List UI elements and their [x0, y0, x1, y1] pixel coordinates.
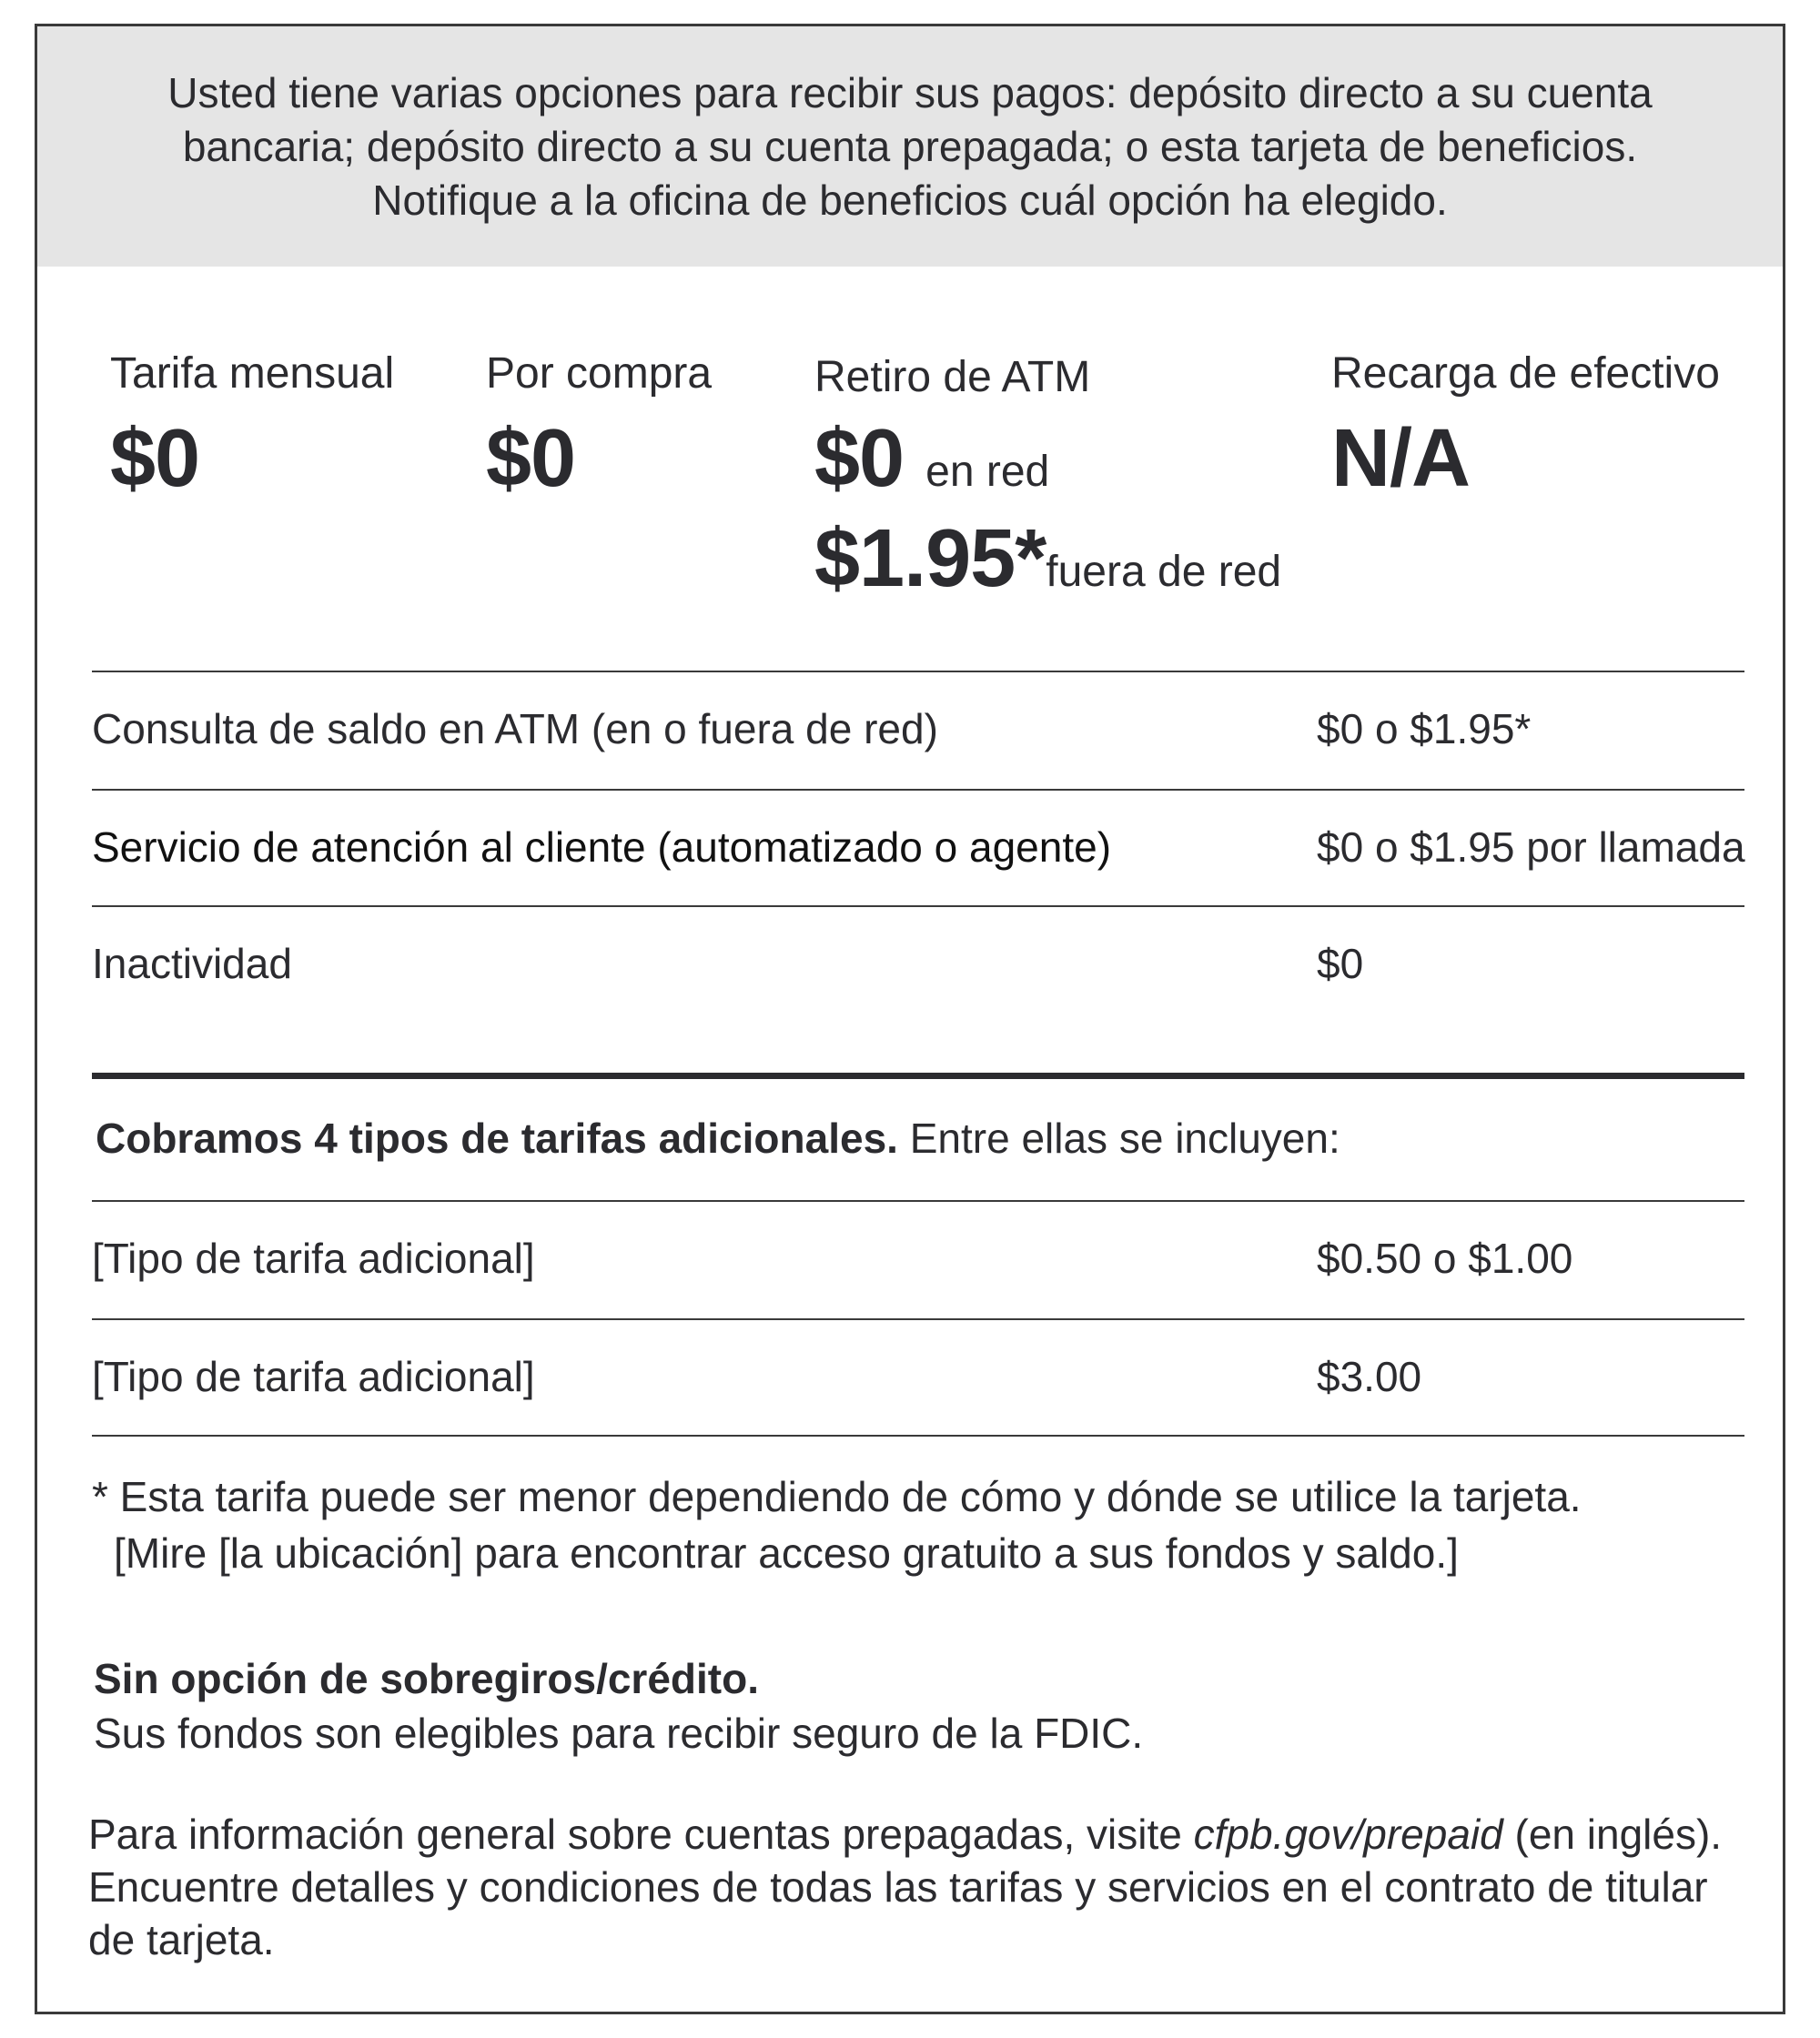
section-divider: [92, 1073, 1744, 1079]
atm-out-network: [814, 513, 1282, 604]
fee-disclosure-form: [35, 24, 1785, 2014]
overdraft-notice: [94, 1651, 1143, 1761]
additional-fees-rest: Entre ellas se incluyen:: [897, 1115, 1340, 1162]
purchase-fee-value: $0: [486, 413, 576, 504]
additional-fee-value: $0.50 o $1.00: [1317, 1235, 1573, 1282]
atm-in-network: [814, 413, 1281, 504]
monthly-fee-label: Tarifa mensual: [110, 349, 395, 398]
atm-out-network-value: $1.95*: [814, 513, 1046, 604]
atm-fee-label: Retiro de ATM: [814, 353, 1091, 401]
cash-reload-value: N/A: [1331, 413, 1470, 504]
banner-text: Usted tiene varias opciones para recibir sus pagos: depósito directo a su cuenta bancaria; depósito directo a su cuenta prepagada; o esta tarjeta de beneficios. Notifique a la oficina de beneficios cuál opción ha elegido.: [167, 68, 1653, 224]
general-info: [88, 1808, 1744, 1966]
additional-fees-heading: [96, 1109, 1340, 1167]
cash-reload-fee: [1331, 347, 1720, 504]
fee-row-value: $0 o $1.95 por llamada: [1317, 823, 1745, 871]
general-info-before: Para información general sobre cuentas prepagadas, visite: [88, 1811, 1194, 1858]
fee-row-value: $0 o $1.95*: [1317, 705, 1532, 752]
atm-in-network-suffix: en red: [925, 448, 1050, 496]
divider: [92, 1200, 1744, 1202]
fee-row-label: Inactividad: [92, 940, 292, 987]
monthly-fee-value: $0: [110, 413, 200, 504]
general-info-after: (en inglés). Encuentre detalles y condiciones de todas las tarifas y servicios en el contrato de titular de tarjeta.: [88, 1811, 1723, 1963]
overdraft-text: Sus fondos son elegibles para recibir seguro de la FDIC.: [94, 1710, 1144, 1757]
overdraft-heading: Sin opción de sobregiros/crédito.: [94, 1655, 759, 1702]
footnote: [92, 1468, 1582, 1581]
fee-row-customer-service: [92, 818, 1744, 876]
atm-withdrawal-fee: [814, 347, 1282, 604]
additional-fee-label: [Tipo de tarifa adicional]: [92, 1353, 535, 1400]
payment-options-banner: [37, 26, 1783, 267]
monthly-fee: [110, 347, 395, 504]
additional-fee-row: [92, 1229, 1744, 1287]
fee-row-label: Servicio de atención al cliente (automatizado o agente): [92, 823, 1112, 871]
fee-row-label: Consulta de saldo en ATM (en o fuera de red): [92, 705, 938, 752]
footnote-line-2: [Mire [la ubicación] para encontrar acceso gratuito a sus fondos y saldo.]: [114, 1529, 1459, 1577]
purchase-fee-label: Por compra: [486, 349, 713, 398]
cfpb-link[interactable]: cfpb.gov/prepaid: [1193, 1811, 1503, 1858]
cash-reload-label: Recarga de efectivo: [1331, 349, 1720, 398]
purchase-fee: [486, 347, 713, 504]
divider: [92, 789, 1744, 791]
atm-out-network-suffix: fuera de red: [1046, 548, 1282, 596]
fee-row-value: $0: [1317, 940, 1364, 987]
additional-fee-value: $3.00: [1317, 1353, 1422, 1400]
additional-fee-label: [Tipo de tarifa adicional]: [92, 1235, 535, 1282]
fee-row-inactivity: [92, 934, 1744, 993]
additional-fees-bold: Cobramos 4 tipos de tarifas adicionales.: [96, 1115, 898, 1162]
divider: [92, 905, 1744, 907]
fee-row-balance-inquiry: [92, 700, 1744, 758]
atm-in-network-value: $0: [814, 413, 905, 504]
footnote-line-1: * Esta tarifa puede ser menor dependiendo de cómo y dónde se utilice la tarjeta.: [92, 1473, 1582, 1520]
divider: [92, 671, 1744, 672]
additional-fee-row: [92, 1347, 1744, 1406]
divider: [92, 1318, 1744, 1320]
divider: [92, 1435, 1744, 1437]
